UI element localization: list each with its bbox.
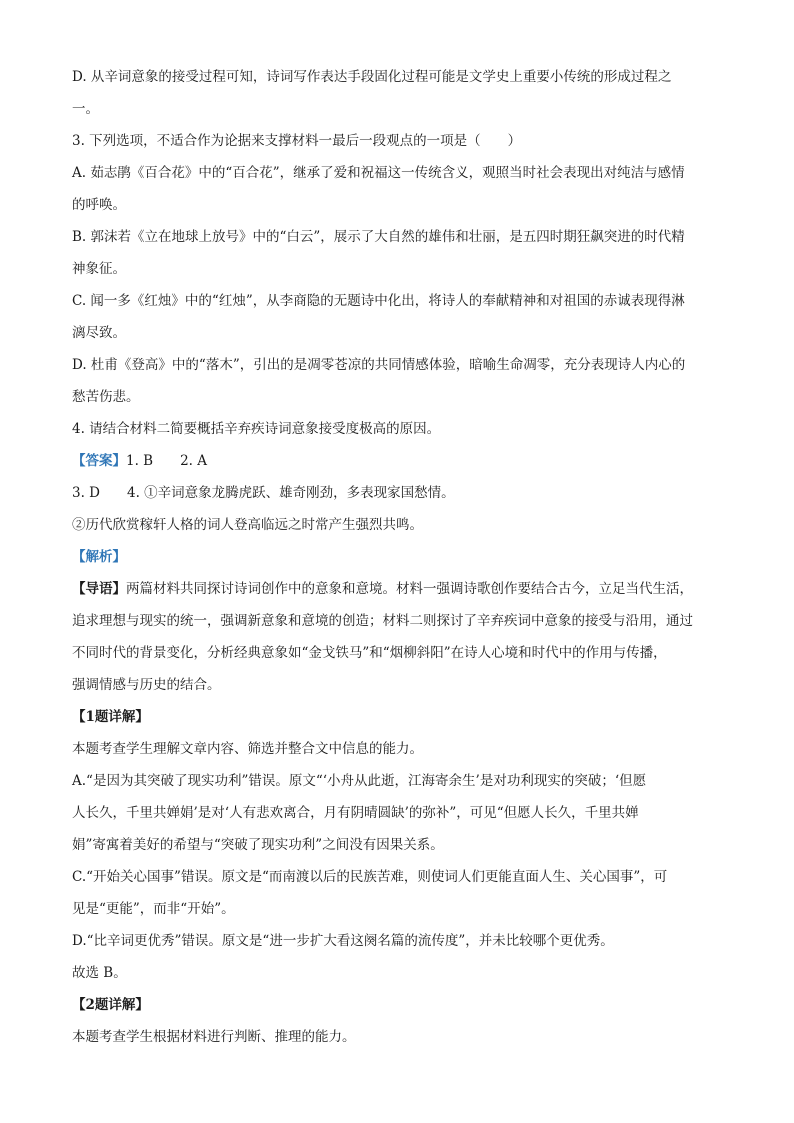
q3-option-a-line2: 的呼唤。: [72, 197, 126, 213]
q1-line2: A.“是因为其突破了现实功利”错误。原文“‘小舟从此逝，江海寄余生’是对功利现实的突破；‘但愿: [72, 773, 647, 789]
intro-line2: 追求理想与现实的统一，强调新意象和意境的创造；材料二则探讨了辛弃疾词中意象的接受与沿用，通过: [72, 613, 693, 629]
q3-option-c-line2: 漓尽致。: [72, 325, 126, 341]
q2-line1: 本题考查学生根据材料进行判断、推理的能力。: [72, 1029, 356, 1045]
q2-heading: 【2题详解】: [72, 997, 149, 1013]
q1-line7: D.“比辛词更优秀”错误。原文是“进一步扩大看这阕名篇的流传度”，并未比较哪个更优秀。: [72, 933, 614, 949]
answer-line1: [72, 451, 722, 471]
intro-line1: [72, 579, 722, 599]
answer-line3: ②历代欣赏稼轩人格的词人登高临远之时常产生强烈共鸣。: [72, 517, 423, 533]
question-3: 3. 下列选项，不适合作为论据来支撑材料一最后一段观点的一项是（ ）: [72, 133, 522, 149]
analysis-tag: 【解析】: [72, 549, 126, 565]
q1-line8: 故选 B。: [72, 965, 127, 981]
q3-option-c-line1: C. 闻一多《红烛》中的“红烛”，从李商隐的无题诗中化出，将诗人的奉献精神和对祖国的赤诚表现得淋: [72, 293, 685, 309]
intro-text-1: 两篇材料共同探讨诗词创作中的意象和意境。材料一强调诗歌创作要结合古今，立足当代生活，: [126, 581, 693, 597]
analysis-heading: [72, 547, 722, 567]
q1-line1: 本题考查学生理解文章内容、筛选并整合文中信息的能力。: [72, 741, 423, 757]
q1-line5: C.“开始关心国事”错误。原文是“而南渡以后的民族苦难，则使词人们更能直面人生、关心国事”，可: [72, 869, 668, 885]
q1-line3: 人长久，千里共婵娟’是对‘人有悲欢离合，月有阴晴圆缺’的弥补”，可见“但愿人长久，千里共婵: [72, 805, 639, 821]
option-d-line1: D. 从辛词意象的接受过程可知，诗词写作表达手段固化过程可能是文学史上重要小传统的形成过程之: [72, 69, 672, 85]
answer-line2: 3. D 4. ①辛词意象龙腾虎跃、雄奇刚劲，多表现家国愁情。: [72, 485, 455, 501]
q1-line4: 娟”寄寓着美好的希望与“突破了现实功利”之间没有因果关系。: [72, 837, 444, 853]
q3-option-d-line1: D. 杜甫《登高》中的“落木”，引出的是凋零苍凉的共同情感体验，暗喻生命凋零，充分表现诗人内心的: [72, 357, 686, 373]
option-d-line2: 一。: [72, 101, 99, 117]
q3-option-b-line1: B. 郭沫若《立在地球上放号》中的“白云”，展示了大自然的雄伟和壮丽，是五四时期狂飙突进的时代精: [72, 229, 685, 245]
q3-option-a-line1: A. 茹志鹃《百合花》中的“百合花”，继承了爱和祝福这一传统含义，观照当时社会表现出对纯洁与感情: [72, 165, 685, 181]
intro-line4: 强调情感与历史的结合。: [72, 677, 221, 693]
answer-tag: 【答案】: [72, 453, 126, 469]
q1-heading: 【1题详解】: [72, 709, 149, 725]
q1-line6: 见是“更能”，而非“开始”。: [72, 901, 235, 917]
q3-option-b-line2: 神象征。: [72, 261, 126, 277]
intro-tag: 【导语】: [72, 581, 126, 597]
answer-text-1: 1. B 2. A: [126, 453, 208, 469]
intro-line3: 不同时代的背景变化，分析经典意象如“金戈铁马”和“烟柳斜阳”在诗人心境和时代中的作用与传播，: [72, 645, 667, 661]
q3-option-d-line2: 愁苦伤悲。: [72, 389, 140, 405]
question-4: 4. 请结合材料二简要概括辛弃疾诗词意象接受度极高的原因。: [72, 421, 441, 437]
